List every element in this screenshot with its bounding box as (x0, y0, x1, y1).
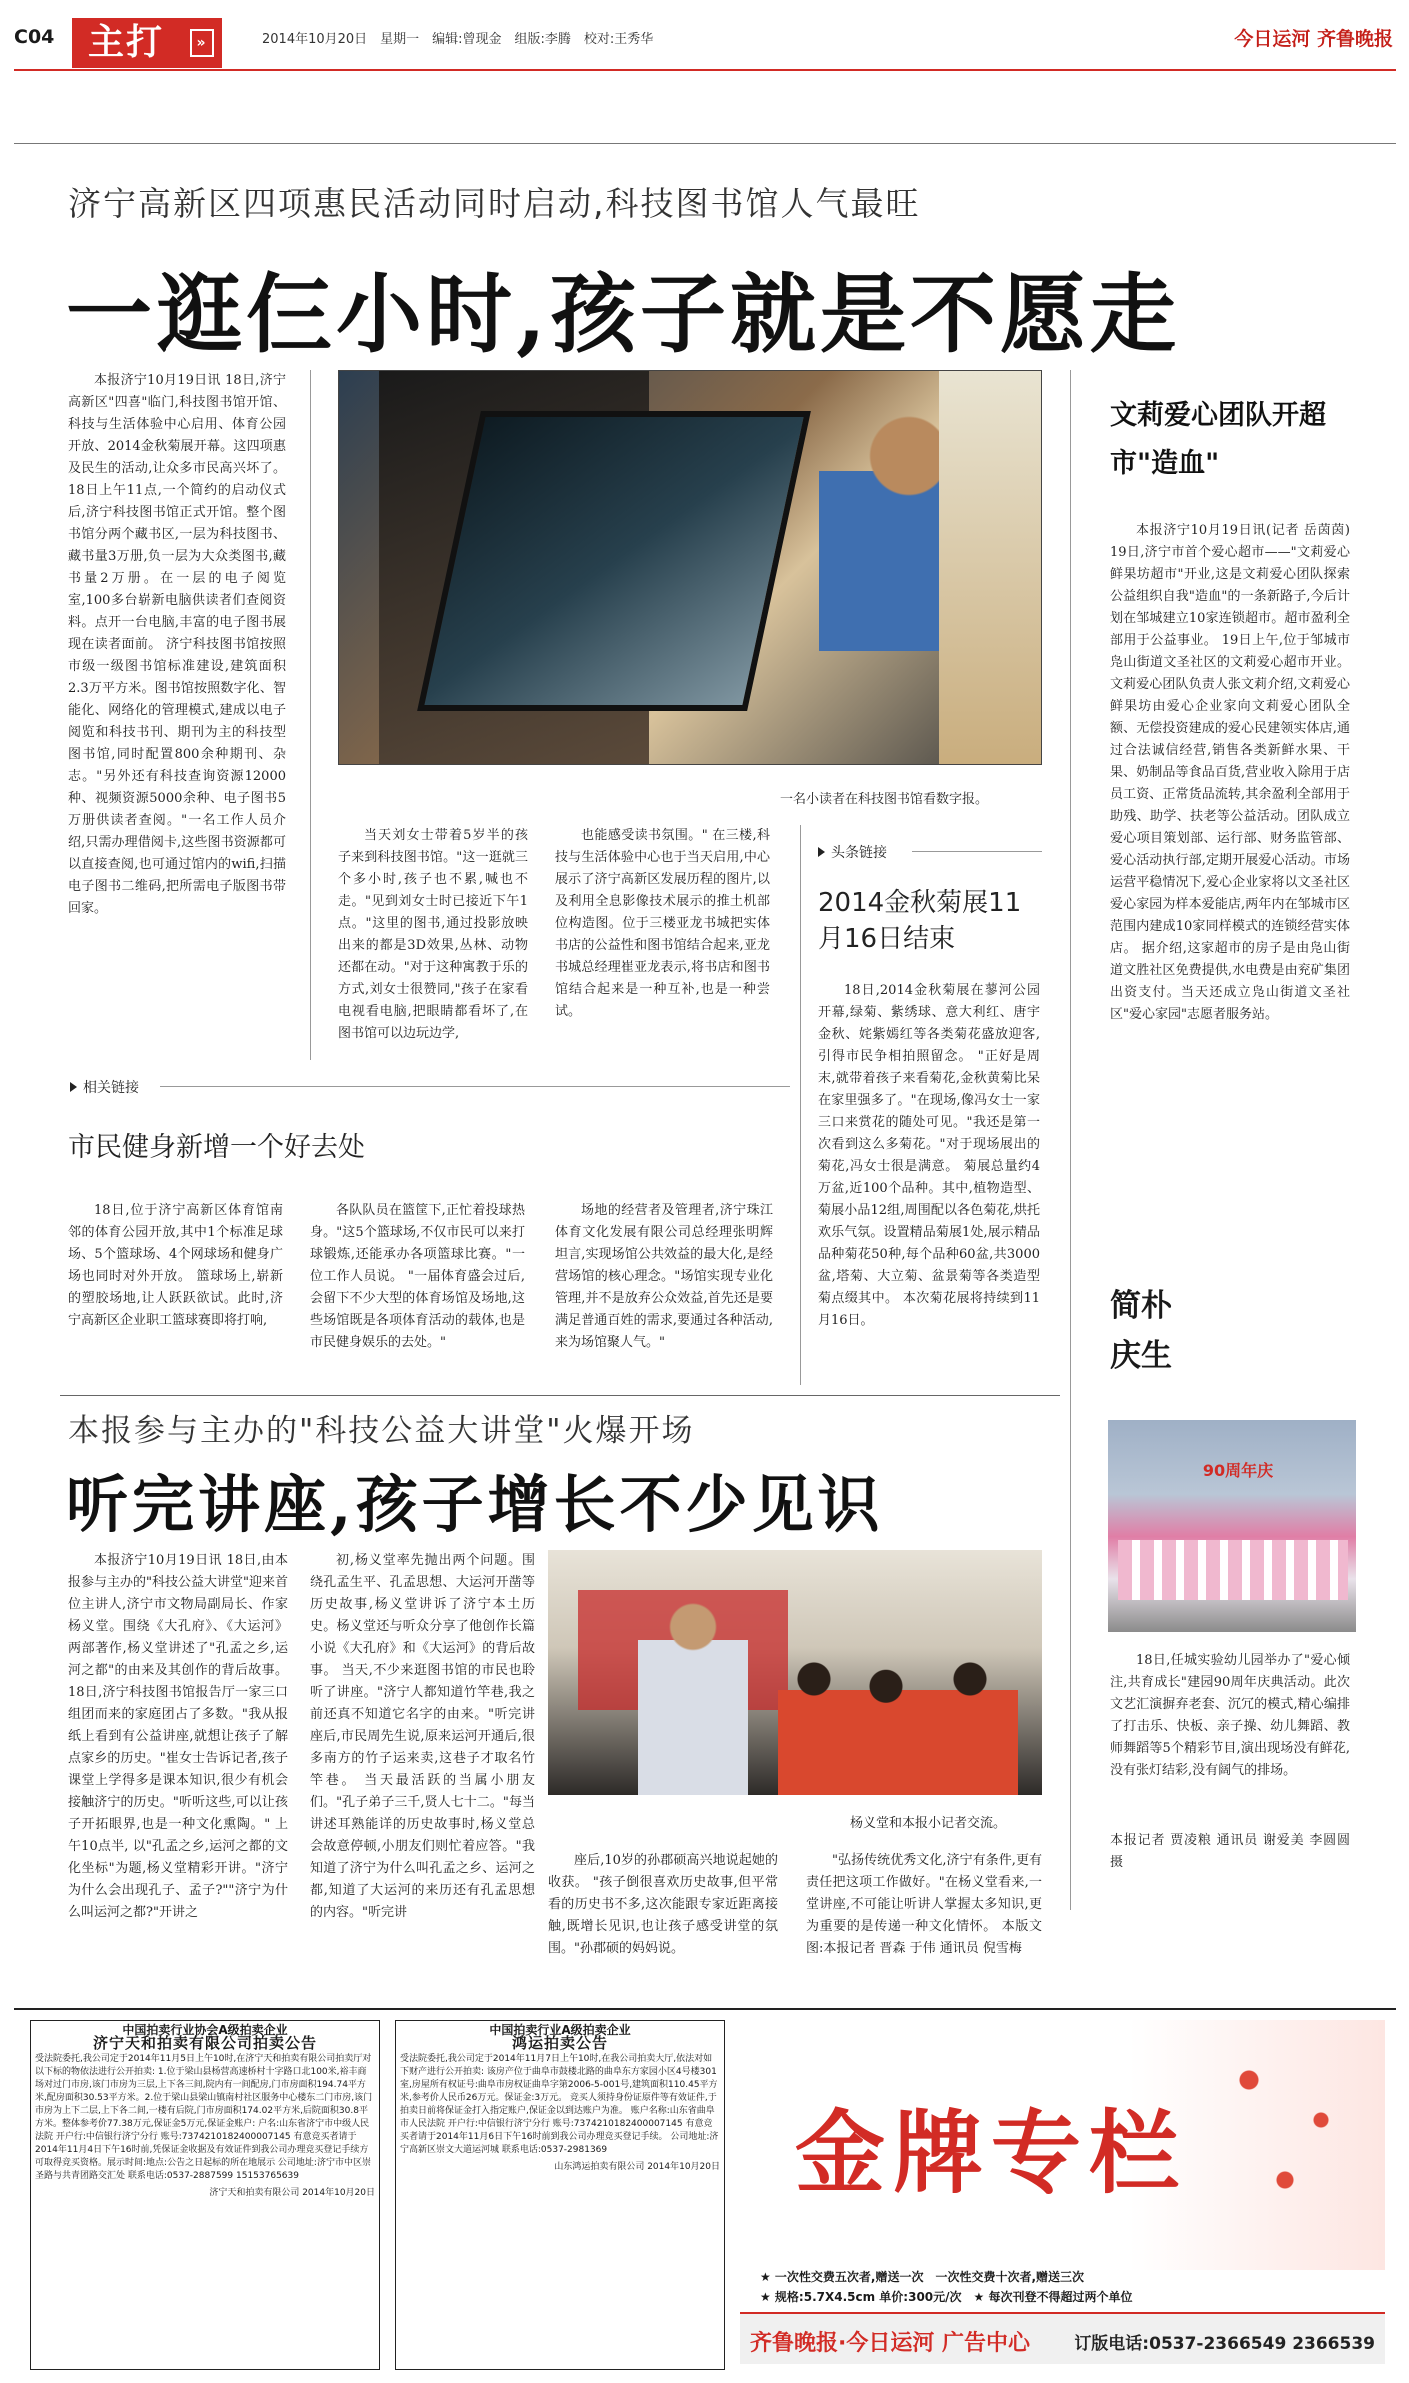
related1-col2-text: 各队队员在篮筐下,正忙着投球热身。"这5个篮球场,不仅市民可以来打球锻炼,还能承办各项篮球比赛。"一位工作人员说。 "一届体育盛会过后,会留下不少大型的体育场馆及场地,这些场馆既是各项体育活动的载体,也是市民健身娱乐的去处。" (310, 1203, 525, 1350)
story1-col3 (555, 825, 770, 1065)
anniversary-banner: 90周年庆 (1202, 1461, 1274, 1480)
story1-col2-text: 当天刘女士带着5岁半的孩子来到科技图书馆。"这一逛就三个多小时,孩子也不累,喊也不走。"见到刘女士时已接近下午1点。"这里的图书,通过投影放映出来的都是3D效果,丛林、动物还都在动。"对于这种寓教于乐的方式,刘女士很赞同,"孩子在家看电视看电脑,把眼睛都看坏了,在图书馆可以边玩边学, (338, 828, 528, 1041)
double-chevron-icon: » (190, 29, 214, 57)
story2-col3-text: 座后,10岁的孙郡硕高兴地说起她的收获。 "孩子倒很喜欢历史故事,但平常看的历史书不多,这次能跟专家近距离接触,既增长见识,也让孩子感受讲堂的氛围。"孙郡硕的妈妈说。 (548, 1853, 778, 1956)
story-right2-headline-2: 庆生 (1110, 1338, 1172, 1374)
related-link-label: 相关链接 (70, 1077, 139, 1097)
story1-col1-text: 本报济宁10月19日讯 18日,济宁高新区"四喜"临门,科技图书馆开馆、科技与生活体验中心启用、体育公园开放、2014金秋菊展开幕。这四项惠及民生的活动,让众多市民高兴坏了。 18日上午11点,一个简约的启动仪式后,济宁科技图书馆正式开馆。整个图书馆分两个藏书区,一层为科技图书、藏书量3万册,负一层为大众类图书,藏书量2万册。在一层的电子阅览室,100多台崭新电脑供读者们查阅资料。点开一台电脑,丰富的电子图书展现在读者面前。 济宁科技图书馆按照市级一级图书馆标准建设,建筑面积2.3万平方米。图书馆按照数字化、智能化、网络化的管理模式,建成以电子阅览和科技书刊、期刊为主的科技型图书馆,同时配置800余种期刊、杂志。"另外还有科技查询资源12000种、视频资源5000余种、电子图书5万册供读者查阅。"一名工作人员介绍,只需办理借阅卡,这些图书资源都可以直接查阅,也可通过馆内的wifi,扫描电子图书二维码,把所需电子版图书带回家。 (68, 373, 286, 916)
story2-col4 (806, 1850, 1042, 1990)
headline-link-label: 头条链接 (818, 842, 887, 862)
story-right-body (1110, 520, 1350, 1210)
section-rule (14, 143, 1396, 144)
auction-ad-1-head1: 中国拍卖行业协会A级拍卖企业 (122, 2023, 288, 2037)
story-right2-byline: 本报记者 贾凌粮 通讯员 谢爱美 李圆圆 摄 (1110, 1833, 1350, 1870)
section-label: 主打 (88, 22, 165, 63)
auction-ad-1-sign: 济宁天和拍卖有限公司 2014年10月20日 (209, 2188, 375, 2198)
auction-ad-2-head2: 鸿运拍卖公告 (511, 2034, 608, 2052)
story1-col1 (68, 370, 286, 1060)
story2-col4-text: "弘扬传统优秀文化,济宁有条件,更有责任把这项工作做好。"在杨义堂看来,一堂讲座,不可能让听讲人掌握太多知识,更为重要的是传递一种文化情怀。 本版文图:本报记者 晋森 于伟 通讯员 倪雪梅 (806, 1853, 1042, 1956)
column-divider (800, 825, 801, 1385)
story2-col3 (548, 1850, 778, 1990)
story2-col2-text: 初,杨义堂率先抛出两个问题。围绕孔孟生平、孔孟思想、大运河开凿等历史故事,杨义堂讲诉了济宁本土历史。杨义堂还与听众分享了他创作长篇小说《大孔府》和《大运河》的背后故事。 当天,不少来逛图书馆的市民也聆听了讲座。"济宁人都知道竹竿巷,我之前还真不知道它名字的由来。"听完讲座后,市民周先生说,原来运河开通后,很多南方的竹子运来卖,这巷子才取名竹竿巷。 当天最活跃的当属小朋友们。"孔子弟子三千,贤人七十二。"每当讲述耳熟能详的历史故事时,杨义堂总会故意停顿,小朋友们则忙着应答。"我知道了济宁为什么叫孔孟之乡、运河之都,知道了大运河的来历还有孔孟思想的内容。"听完讲 (310, 1553, 535, 1920)
ad-footer-brand: 齐鲁晚报·今日运河 广告中心 (750, 2331, 1031, 2356)
story1-col2 (338, 825, 528, 1065)
ad-footer (740, 2312, 1385, 2364)
related1-col2 (310, 1200, 525, 1380)
story1-photo (338, 370, 1042, 765)
story1-col3-text: 也能感受读书氛围。" 在三楼,科技与生活体验中心也于当天启用,中心展示了济宁高新区发展历程的图片,以及利用全息影像技术展示的推土机部位构造图。位于三楼亚龙书城把实体书店的公益性和图书馆结合起来,亚龙书城总经理崔亚龙表示,将书店和图书馆结合起来是一种互补,也是一种尝试。 (555, 828, 770, 1019)
story1-kicker: 济宁高新区四项惠民活动同时启动,科技图书馆人气最旺 (68, 184, 921, 223)
auction-ad-1 (30, 2020, 380, 2370)
related1-title: 市民健身新增一个好去处 (68, 1132, 365, 1163)
gold-column-ad (745, 2020, 1385, 2270)
related2-body-text: 18日,2014金秋菊展在蓼河公园开幕,绿菊、紫绣球、意大利红、唐宇金秋、姹紫嫣红等各类菊花盛放迎客,引得市民争相拍照留念。 "正好是周末,就带着孩子来看菊花,金秋黄菊比呆在家里强多了。"在现场,像冯女士一家三口来赏花的随处可见。"我还是第一次看到这么多菊花。"对于现场展出的菊花,冯女士很是满意。 菊展总量约4万盆,近100个品种。其中,植物造型、菊展小品12组,周围配以各色菊花,烘托欢乐气氛。设置精品菊展1处,展示精品品种菊花50种,每个品种60盆,共3000盆,塔菊、大立菊、盆景菊等各类造型菊点缀其中。 本次菊花展将持续到11月16日。 (818, 983, 1040, 1328)
related1-col1 (68, 1200, 283, 1380)
related1-col1-text: 18日,位于济宁高新区体育馆南邻的体育公园开放,其中1个标准足球场、5个篮球场、4个网球场和健身广场也同时对外开放。 篮球场上,崭新的塑胶场地,让人跃跃欲试。此时,济宁高新区企业职工篮球赛即将打响, (68, 1203, 283, 1328)
story-right2-body (1110, 1650, 1350, 1800)
anniversary-photo (1108, 1420, 1356, 1632)
story1-photo-caption: 一名小读者在科技图书馆看数字报。 (780, 792, 989, 807)
page-number: C04 (14, 26, 55, 48)
column-divider (1070, 370, 1071, 1910)
related1-col3-text: 场地的经营者及管理者,济宁珠江体育文化发展有限公司总经理张明辉坦言,实现场馆公共效益的最大化,是经营场馆的核心理念。"场馆实现专业化管理,并不是放弃公众效益,首先还是要满足普通百姓的需求,要通过各种活动,来为场馆聚人气。" (555, 1203, 773, 1350)
related-rule (160, 1086, 790, 1087)
auction-ad-2-body: 受法院委托,我公司定于2014年11月7日上午10时,在我公司拍卖大厅,依法对如下财产进行公开拍卖: 该房产位于曲阜市鼓楼北路的曲阜东方家园小区4号楼301室,房屋所有权证号:曲阜市房权证曲阜字第2006-5-001号,建筑面积110.45平方米,参考价人民币26万元。保证金:3万元。 竞买人须持身份证原件等有效证件,于拍卖日前将保证金打入指定账户,保证金以到达账户为准。 账户名称:山东省曲阜市人民法院 开户行:中信银行济宁分行 账号:7374210182400007145 有意竞买者请于2014年11月6日下午16时前到我公司办理竞买登记手续。 公司地址:济宁高新区崇文大道运河城 联系电话:0537-2981369 (400, 2054, 719, 2155)
ad-section-rule (14, 2008, 1396, 2010)
section-tag (72, 18, 222, 68)
masthead-rule (14, 69, 1396, 71)
story2-kicker: 本报参与主办的"科技公益大讲堂"火爆开场 (68, 1413, 695, 1449)
story2-headline: 听完讲座,孩子增长不少见识 (66, 1468, 884, 1541)
story2-col1 (68, 1550, 288, 1950)
related1-col3 (555, 1200, 773, 1380)
related2-title: 2014金秋菊展11月16日结束 (818, 888, 1022, 954)
gold-column-title: 金牌专栏 (795, 2100, 1187, 2206)
story2-photo-caption: 杨义堂和本报小记者交流。 (850, 1816, 1007, 1831)
story1-headline: 一逛仨小时,孩子就是不愿走 (66, 264, 1180, 365)
auction-ad-1-body: 受法院委托,我公司定于2014年11月5日上午10时,在济宁天和拍卖有限公司拍卖厅对以下标的物依法进行公开拍卖: 1.位于梁山县杨营高速桥村十字路口北100米,裕丰商场对过门市房,该门市房为三层,上下各三间,院内有一间配房,门市房面积194.74平方米,配房面积30.53平方米。2.位于梁山县梁山镇南村社区服务中心楼东二门市房,该门市房为上下二层,上下各二间,一楼有后院,门市房面积174.02平方米,后院面积30.8平方米。整体参考价77.38万元,保证金5万元,保证金账户: 户名:山东省济宁市中级人民法院 开户行:中信银行济宁分行 账号:7374210182400007145 有意竞买者请于2014年11月4日下午16时前,凭保证金收据及有效证件到我公司办理竞买登记手续方可取得竞买资格。展示时间:地点:公告之日起标的所在地展示 公司地址:济宁市中区崇圣路与共青团路交汇处 联系电话:0537-2887599 15153765639 (35, 2054, 373, 2181)
gold-column-line1: ★ 一次性交费五次者,赠送一次 一次性交费十次者,赠送三次 (760, 2270, 1085, 2284)
column-divider (310, 370, 311, 1060)
ad-footer-phone: 订版电话:0537-2366549 2366539 (1074, 2334, 1375, 2354)
story-right2-headline-1: 简朴 (1110, 1288, 1172, 1324)
story-separator (60, 1395, 1060, 1396)
gold-column-line2: ★ 规格:5.7X4.5cm 单价:300元/次 ★ 每次刊登不得超过两个单位 (760, 2290, 1133, 2304)
headline-link-rule (912, 851, 1042, 852)
story2-photo (548, 1550, 1042, 1795)
related2-body (818, 980, 1040, 1375)
auction-ad-2-head1: 中国拍卖行业A级拍卖企业 (489, 2023, 631, 2037)
newspaper-brand: 今日运河 齐鲁晚报 (1234, 28, 1393, 50)
story-right-headline: 文莉爱心团队开超市"造血" (1110, 400, 1326, 479)
dateline: 2014年10月20日 星期一 编辑:曾现金 组版:李腾 校对:王秀华 (262, 32, 654, 47)
story-right-body-text: 本报济宁10月19日讯(记者 岳茵茵) 19日,济宁市首个爱心超市——"文莉爱心鲜果坊超市"开业,这是文莉爱心团队探索公益组织自我"造血"的一条新路子,今后计划在邹城建立10家连锁超市。超市盈利全部用于公益事业。 19日上午,位于邹城市凫山街道文圣社区的文莉爱心超市开业。文莉爱心团队负责人张文莉介绍,文莉爱心鲜果坊由爱心企业家向文莉爱心团队全额、无偿投资建成的爱心民建领实体店,通过合法诚信经营,销售各类新鲜水果、干果、奶制品等食品百货,营业收入除用于店员工资、正常货品流转,其余盈利全部用于助残、助学、扶老等公益活动。团队成立爱心项目策划部、运行部、财务监管部、爱心活动执行部,定期开展爱心活动。市场运营平稳情况下,爱心企业家将以文圣社区爱心家园为样本爱能店,两年内在邹城市区范围内建成10家同样模式的连锁经营实体店。 据介绍,这家超市的房子是由凫山街道文胜社区免费提供,水电费是由兖矿集团出资支付。当天还成立凫山街道文圣社区"爱心家园"志愿者服务站。 (1110, 523, 1350, 1022)
plum-blossom-decoration (1195, 2020, 1375, 2220)
story2-col1-text: 本报济宁10月19日讯 18日,由本报参与主办的"科技公益大讲堂"迎来首位主讲人,济宁市文物局副局长、作家杨义堂。围绕《大孔府》、《大运河》两部著作,杨义堂讲述了"孔孟之乡,运河之都"的由来及其创作的背后故事。 18日,济宁科技图书馆报告厅一家三口组团而来的家庭团占了多数。"我从报纸上看到有公益讲座,就想让孩子了解点家乡的历史。"崔女士告诉记者,孩子课堂上学得多是课本知识,很少有机会接触济宁的历史。"听听这些,可以让孩子开拓眼界,也是一种文化熏陶。" 上午10点半, 以"孔孟之乡,运河之都的文化坐标"为题,杨义堂精彩开讲。"济宁为什么会出现孔子、孟子?""济宁为什么叫运河之都?"开讲之 (68, 1553, 288, 1920)
story2-col2 (310, 1550, 535, 1950)
auction-ad-2 (395, 2020, 725, 2370)
auction-ad-1-head2: 济宁天和拍卖有限公司拍卖公告 (92, 2034, 317, 2052)
story-right2-body-text: 18日,任城实验幼儿园举办了"爱心倾注,共育成长"建园90周年庆典活动。此次文艺汇演摒弃老套、沉冗的模式,精心编排了打击乐、快板、亲子操、幼儿舞蹈、教师舞蹈等5个精彩节目,演出现场没有鲜花,没有张灯结彩,没有阔气的排场。 (1110, 1653, 1350, 1778)
auction-ad-2-sign: 山东鸿运拍卖有限公司 2014年10月20日 (554, 2162, 720, 2172)
